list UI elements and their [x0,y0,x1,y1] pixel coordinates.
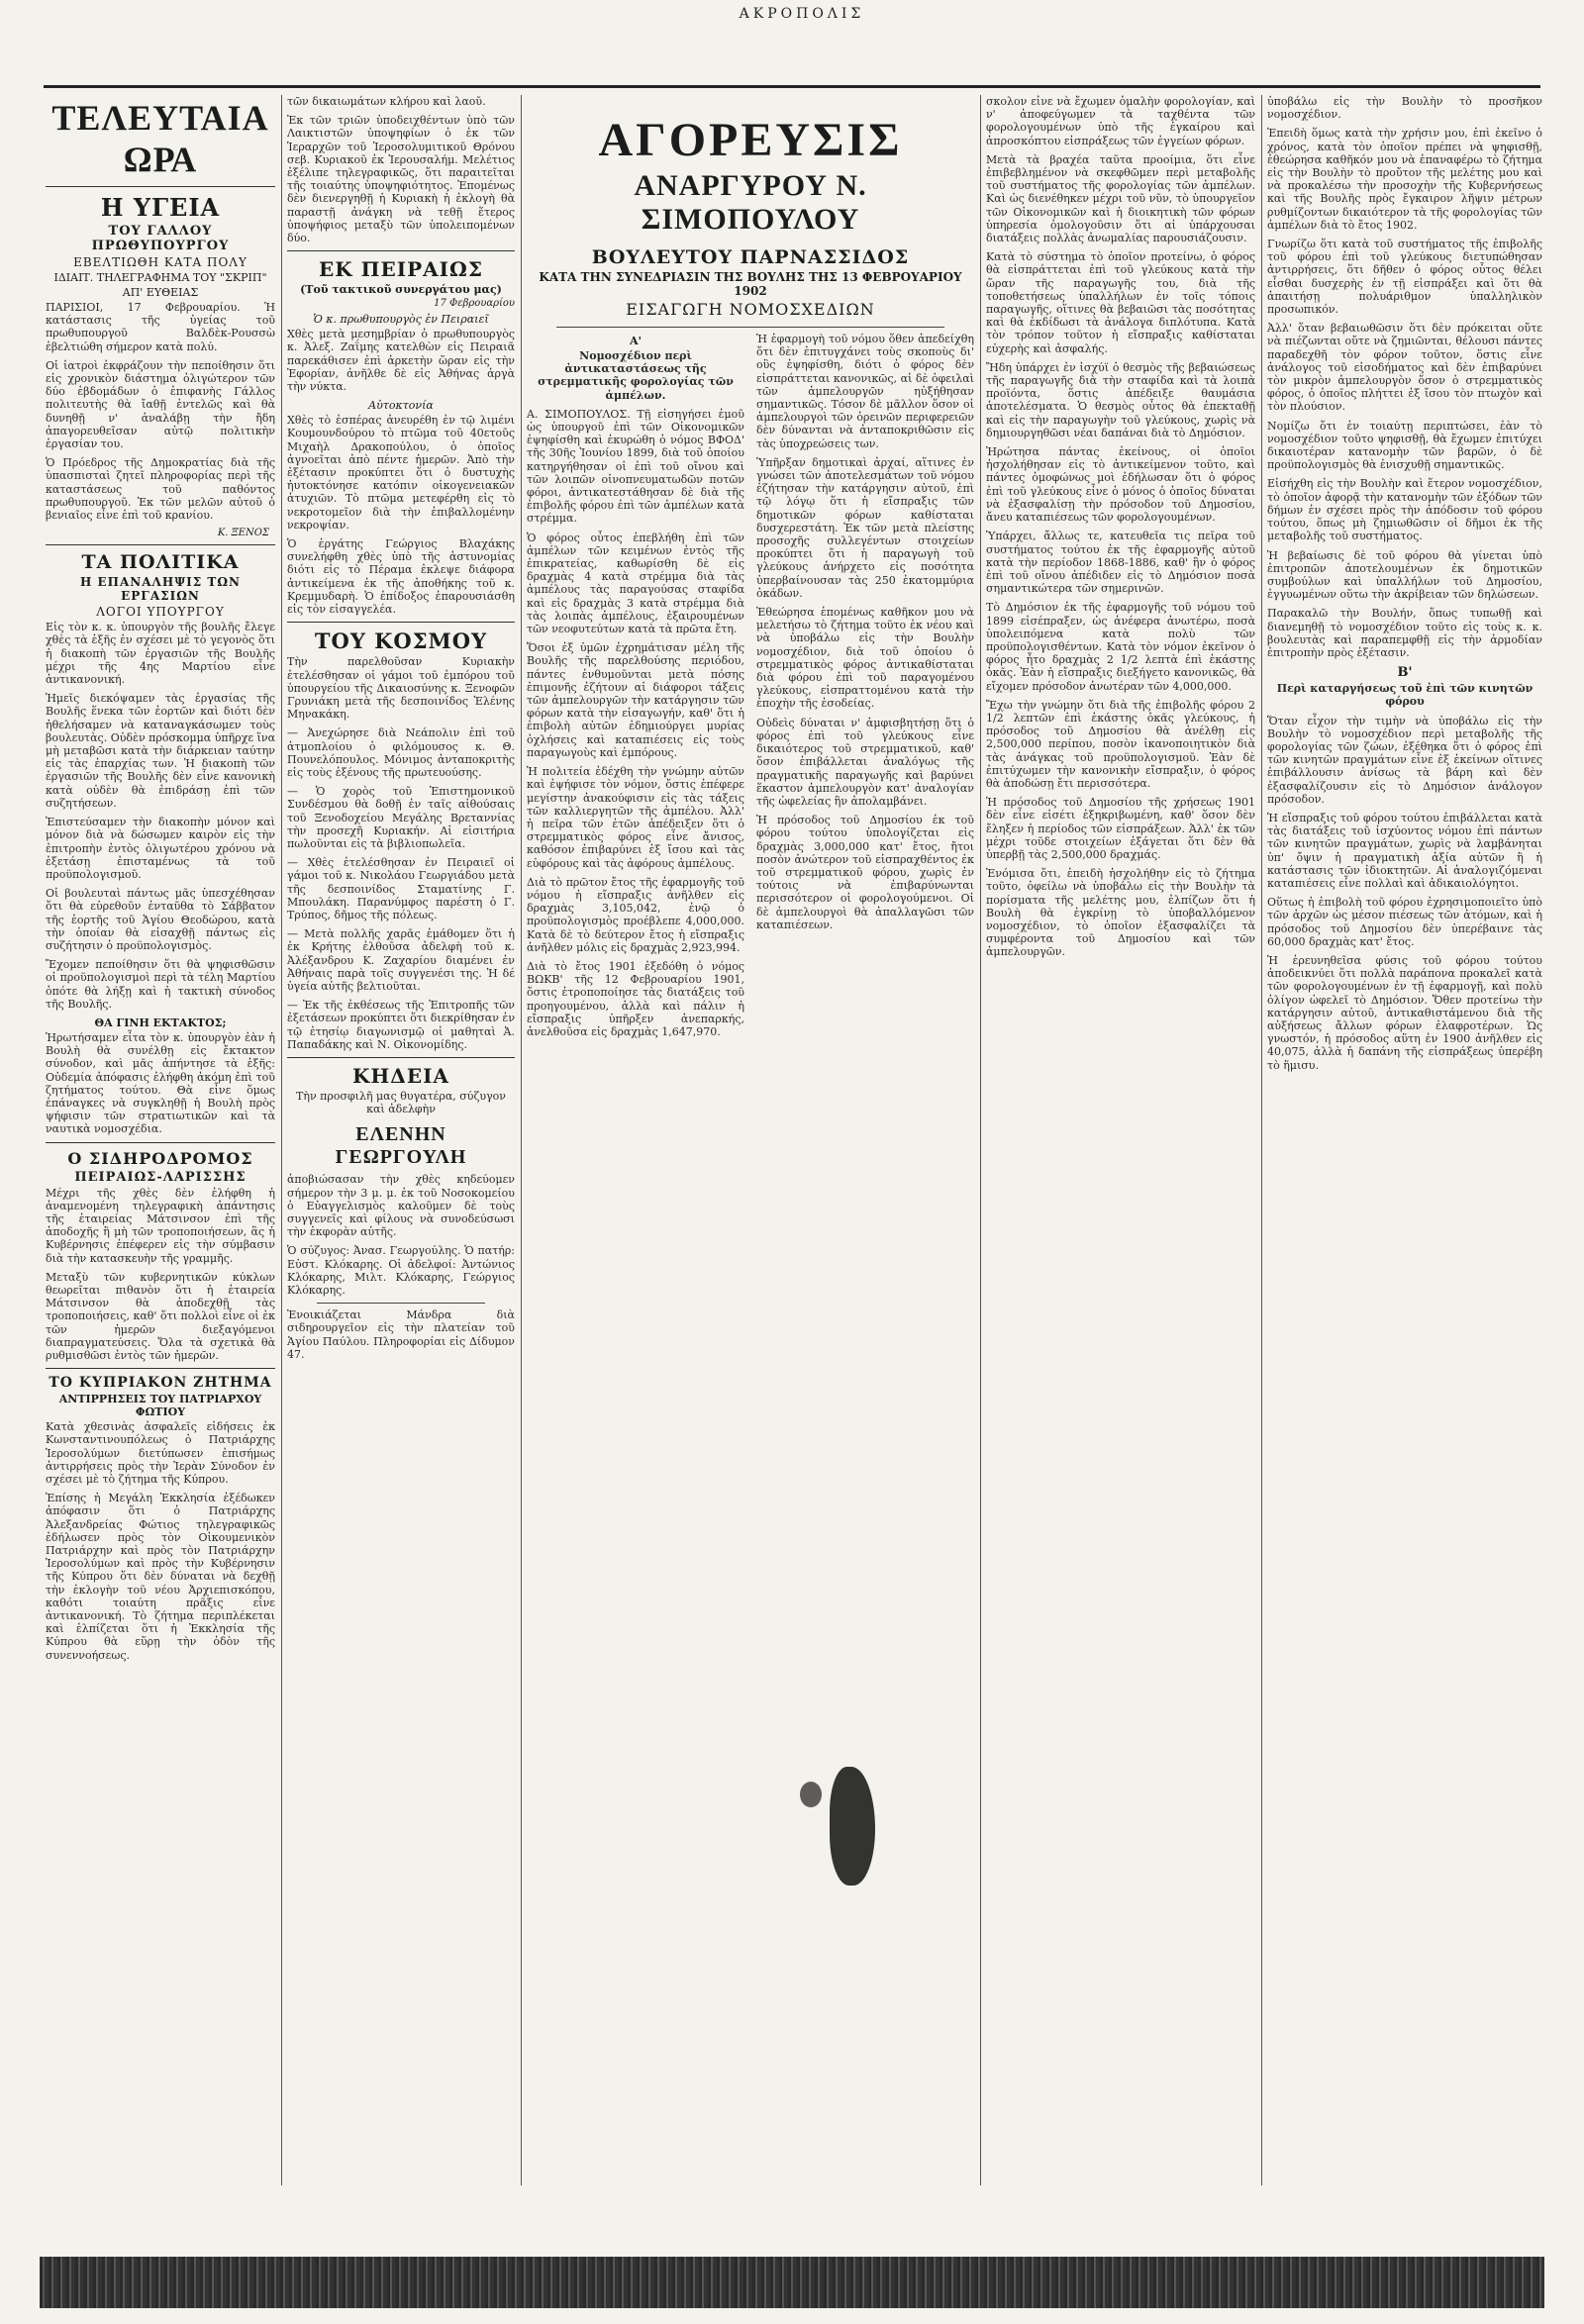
divider [317,1303,485,1304]
article-paragraph: Ἐπιστεύσαμεν τὴν διακοπὴν μόνον καὶ μόνον διὰ νὰ δώσωμεν καιρὸν εἰς τὴν ἐπιτροπὴν ἐντὸς ὀλιγωτέρου χρόνου νὰ ἐξετάσῃ ἐπισταμένως τὰ τοῦ προϋπολογισμοῦ. [46,816,275,881]
column-piraeus-society [287,95,515,2284]
speech-subcolumn-right [756,333,974,1044]
article-paragraph: Διὰ τὸ πρῶτον ἔτος τῆς ἐφαρμογῆς τοῦ νόμου ἡ εἴσπραξις ἀνῆλθεν εἰς δραχμὰς 3,105,042, ἐνῷ ὁ προϋπολογισμὸς προέβλεπε 4,000,000. Κατὰ δὲ τὸ δεύτερον ἔτος ἡ εἴσπραξις ἀνῆλθεν μόλις εἰς δραχμὰς 2,923,994. [527,875,744,954]
wire-credit-2: ΑΠ' ΕΥΘΕΙΑΣ [122,286,199,299]
article-paragraph: — Χθὲς ἐτελέσθησαν ἐν Πειραιεῖ οἱ γάμοι τοῦ κ. Νικολάου Γεωργιάδου μετὰ τῆς δεσποινίδος Σταματίνης Γ. Μπουλάκη. Παρανύμφος παρέστη ὁ Γ. Τρύπος, δῆμος τῆς πόλεως. [287,856,515,921]
headline-piraeus: ΕΚ ΠΕΙΡΑΙΩΣ [319,257,483,282]
article-paragraph: Κατὰ τὸ σύστημα τὸ ὁποῖον προτείνω, ὁ φόρος θὰ εἰσπράττεται ἐπὶ τοῦ γλεύκους κατὰ τὴν ὥραν τῆς παραγωγῆς του, διὰ τῆς τοποθετήσεως ὑπαλλήλων ἐν τοῖς τόποις παραγωγῆς, οἵτινες θὰ βεβαιῶσι τὰς ποσότητας καὶ θὰ ἐκδίδωσι τὰ ἀνάλογα διπλότυπα. Κατὰ τὸν τρόπον τοῦτον ἡ εἴσπραξις καθίσταται εὐχερὴς καὶ ἀσφαλής. [986,250,1255,355]
article-paragraph: Ἐθεώρησα ἑπομένως καθῆκον μου νὰ μελετήσω τὸ ζήτημα τοῦτο ἐκ νέου καὶ νὰ ὑποβάλω εἰς τὴν Βουλὴν νομοσχέδιον, διὰ τοῦ ὁποίου ὁ στρεμματικὸς φόρος ἀντικαθίσταται διὰ φόρου ἐπὶ τοῦ παραγομένου γλεύκους, εἰσπραττομένου κατὰ τὴν ἐποχὴν τῆς ἐσοδείας. [756,606,974,711]
column-speech [527,95,974,2284]
scan-edge-band [40,2257,1544,2308]
article-paragraph: Γνωρίζω ὅτι κατὰ τοῦ συστήματος τῆς ἐπιβολῆς τοῦ φόρου ἐπὶ τοῦ γλεύκους διετυπώθησαν ἀντιρρήσεις, ὅτι δῆθεν ὁ φόρος οὗτος θέλει εἶσθαι δυσχερὴς ἐν τῇ εἰσπράξει καὶ ὅτι θὰ ἀπαιτήσῃ πολυάριθμον ὑπαλληλικὸν προσωπικόν. [1267,238,1542,317]
article-paragraph: — Ὁ χορὸς τοῦ Ἐπιστημονικοῦ Συνδέσμου θὰ δοθῇ ἐν ταῖς αἰθούσαις τοῦ Ξενοδοχείου Μεγάλης Βρεταννίας τὴν προσεχῆ Κυριακήν. Αἱ εἰσιτήρια πωλοῦνται εἰς τὰ βιβλιοπωλεῖα. [287,785,515,850]
subheadline-politics-2: ΛΟΓΟΙ ΥΠΟΥΡΓΟΥ [96,605,225,620]
divider [287,622,515,623]
article-paragraph: Ἡ ἐρευνηθεῖσα φύσις τοῦ φόρου τούτου ἀποδεικνύει ὅτι πολλὰ παράπονα προκαλεῖ κατὰ τῶν φορολογουμένων ἐν τῇ ἐφαρμογῇ, καὶ πολὺ ὀλίγον ὠφελεῖ τὸ Δημόσιον. Ὅθεν προτείνω τὴν κατάργησιν αὐτοῦ, ἀντικαθιστάμενου διὰ τῆς αὐξήσεως ἄλλων φόρων ἐλαφροτέρων. Ὡς γνωστόν, ἡ πρόσοδος αὕτη ἐν 1900 ἀνῆλθεν εἰς 40,075, ἀλλὰ ἡ δαπάνη τῆς εἰσπράξεως ὑπερέβη τὸ ἥμισυ. [1267,953,1542,1072]
divider [46,544,275,545]
column-latest-hour [46,95,275,2284]
funeral-name: ΕΛΕΝΗΝ ΓΕΩΡΓΟΥΛΗ [335,1123,467,1169]
article-paragraph: Οὐδεὶς δύναται ν' ἀμφισβητήσῃ ὅτι ὁ φόρος ἐπὶ τοῦ γλεύκους εἶνε δικαιότερος τοῦ στρεμματικοῦ, καθ' ὅσον ἐπιβάλλεται ἀναλόγως τῆς πραγματικῆς παραγωγῆς καὶ βαρύνει ἕκαστον ἀμπελουργὸν κατ' ἀναλογίαν τῆς ὠφελείας ἣν ἀπολαμβάνει. [756,716,974,808]
subheadline-railway: ΠΕΙΡΑΙΩΣ-ΛΑΡΙΣΣΗΣ [74,1169,247,1185]
article-paragraph: Ἀλλ' ὅταν βεβαιωθῶσιν ὅτι δὲν πρόκειται οὔτε νὰ πιέζωνται οὔτε νὰ ζημιῶνται, θέλουσι πάντες παραδεχθῆ τὸν φόρον τοῦτον, ὅστις εἶνε ἀνάλογος τοῦ εἰσοδήματος καὶ δὲν ἐπιβαρύνει τὸν μικρὸν ἀμπελουργὸν ὅσον ὁ στρεμματικὸς φόρος, ὁ ὁποῖος πλήττει ἐξ ἴσου τὸν πτωχὸν καὶ τὸν πλούσιον. [1267,322,1542,414]
headline-society: ΤΟΥ ΚΟΣΜΟΥ [314,629,488,654]
article-paragraph: Ἔχομεν πεποίθησιν ὅτι θὰ ψηφισθῶσιν οἱ προϋπολογισμοὶ περὶ τὰ τέλη Μαρτίου ὁπότε θὰ λήξῃ καὶ ἡ τακτικὴ σύνοδος τῆς Βουλῆς. [46,958,275,1011]
column-rule [281,95,282,2185]
article-paragraph: Οἱ βουλευταὶ πάντως μᾶς ὑπεσχέθησαν ὅτι θὰ εὑρεθοῦν ἐνταῦθα τὸ Σάββατον τῆς ἑορτῆς τοῦ Ἁγίου Θεοδώρου, κατὰ τὴν ὁποίαν θὰ εἰσαχθῇ πάντως εἰς συζήτησιν ὁ προϋπολογισμὸς. [46,887,275,952]
article-paragraph: Ἠρωτήσαμεν εἶτα τὸν κ. ὑπουργὸν ἐὰν ἡ Βουλὴ θὰ συνέλθῃ εἰς ἔκτακτον σύνοδον, καὶ μᾶς ἀπήντησε τὰ ἑξῆς: Οὐδεμία ἀπόφασις ἐλήφθη ἀκόμη ἐπὶ τοῦ ζητήματος τούτου. Θὰ εἶνε ὅμως ἐπάναγκες νὰ συγκληθῇ ἡ Βουλὴ πρὸς ψήφισιν τῶν στρατιωτικῶν καὶ τὰ ναυτικὰ νομοσχέδια. [46,1030,275,1136]
byline: Κ. ΞΕΝΟΣ [217,528,269,539]
divider [287,1057,515,1058]
column-rule [1261,95,1262,2185]
top-rule [44,85,1540,88]
headline-health: Η ΥΓΕΙΑ [100,193,221,222]
article-paragraph: Ἡ πρόσοδος τοῦ Δημοσίου τῆς χρήσεως 1901 δὲν εἶνε εἰσέτι ἐξηκριβωμένη, καθ' ὅσον δὲν ἔληξεν ἡ περίοδος τῶν εἰσπράξεων. Ἀλλ' ἐκ τῶν μέχρι τοῦδε στοιχείων ἐξάγεται ὅτι δὲν θὰ ὑπερβῇ τὰς 2,500,000 δραχμάς. [986,796,1255,861]
article-paragraph: Μέχρι τῆς χθὲς δὲν ἐλήφθη ἡ ἀναμενομένη τηλεγραφικὴ ἀπάντησις τῆς ἑταιρείας Μάτσινσον ἐπὶ τῆς ἀποδοχῆς ἢ μὴ τῶν τροποποιήσεων, ἃς ἡ Κυβέρνησις ἐπέφερεν εἰς τὴν σύμβασιν διὰ τὴν κατασκευὴν τῆς γραμμῆς. [46,1186,275,1265]
article-paragraph: Ὁ Πρόεδρος τῆς Δημοκρατίας διὰ τῆς ὑπασπισταὶ ζητεῖ πληροφορίας περὶ τῆς καταστάσεως τοῦ παθόντος πρωθυπουργοῦ. Ἐκ τῶν μελῶν αὐτοῦ ὁ βενιαῖος εἶνε ἐπὶ τοῦ κρανίου. [46,456,275,523]
article-paragraph: Ἤδη ὑπάρχει ἐν ἰσχύϊ ὁ θεσμὸς τῆς βεβαιώσεως τῆς παραγωγῆς διὰ τὴν σταφίδα καὶ τὰ λοιπὰ προϊόντα, ὅστις ἀπέδειξε θαυμάσια ἀποτελέσματα. Ὁ θεσμὸς οὗτος θὰ ἐπεκταθῇ καὶ εἰς τὴν παραγωγὴν τοῦ γλεύκους, χωρὶς νὰ δημιουργηθῶσι νέαι δαπάναι διὰ τὸ Δημόσιον. [986,360,1255,439]
article-paragraph: Χθὲς τὸ ἑσπέρας ἀνευρέθη ἐν τῷ λιμένι Κουμουνδούρου τὸ πτῶμα τοῦ 40ετοῦς Μιχαὴλ Δρακοπούλου, ὁ ὁποῖος ἀγνοεῖται ἀπὸ πέντε ἡμερῶν. Ἀπὸ τὴν ἐξέτασιν προκύπτει ὅτι ὁ δυστυχὴς ἠυτοκτόνησε κατόπιν οἰκογενειακῶν ἀτυχιῶν. Τὸ πτῶμα μετεφέρθη εἰς τὸ νεκροτομεῖον διὰ τὴν ἐπιβαλλομένην νεκροψίαν. [287,414,515,532]
ink-stain [800,1782,822,1807]
funeral-text: ἀποβιώσασαν τὴν χθὲς κηδεύομεν σήμερον τὴν 3 μ. μ. ἐκ τοῦ Νοσοκομείου ὁ Εὐαγγελισμὸς καλοῦμεν δὲ τοὺς συγγενεῖς καὶ φίλους νὰ συνοδεύσωσι τὴν ἐκφορὰν αὐτῆς. [287,1173,515,1239]
subheadline-politics: Η ΕΠΑΝΑΛΗΨΙΣ ΤΩΝ ΕΡΓΑΣΙΩΝ [79,575,242,604]
article-paragraph: Ἡ βεβαίωσις δὲ τοῦ φόρου θὰ γίνεται ὑπὸ ἐπιτροπῶν ἀποτελουμένων ἐκ δημοτικῶν συμβούλων καὶ ὑπαλλήλων τοῦ Δημοσίου, ἐγγυωμένων οὕτω τὴν ἀκρίβειαν τῶν δηλώσεων. [1267,548,1542,602]
article-paragraph: Ὁ ἐργάτης Γεώργιος Βλαχάκης συνελήφθη χθὲς ὑπὸ τῆς ἀστυνομίας διότι εἰς τὸ Πέραμα ἐκλεψε διάφορα ἀντικείμενα ἐκ τῆς ἀποθήκης τοῦ κ. Κρεμμυδαρὴ. Ὁ ἐπίδοξος ἐπαρουσιάσθη εἰς τὸν εἰσαγγελέα. [287,537,515,617]
article-paragraph: Ἐκ τῶν τριῶν ὑποδειχθέντων ὑπὸ τῶν Λαικτιστῶν ὑποψηφίων ὁ ἐκ τῶν Ἱεραρχῶν τοῦ Ἱεροσολυμιτικοῦ Θρόνου σεβ. Κυριακοῦ ἐκ Ἱερουσαλήμ. Μελέτιος ἐξέλιπε τηλεγραφικῶς, ὅτι παραιτεῖται τῆς τοιαύτης ὑποψηφιότητος. Ἐπομένως δὲν διενεργηθῇ ἡ Κυριακὴ ἡ ἐκλογὴ θὰ παραστῇ ἀνάγκη νὰ τεθῇ ἕτερος ὑποψήφιος μεταξὺ τῶν ὑπολειπομένων δύο. [287,114,515,245]
headline-railway: Ο ΣΙΔΗΡΟΔΡΟΜΟΣ [67,1148,253,1168]
speech-subject: ΕΙΣΑΓΩΓΗ ΝΟΜΟΣΧΕΔΙΩΝ [626,300,875,319]
article-paragraph: Ὑπάρχει, ἄλλως τε, κατευθεῖα τις πεῖρα τοῦ συστήματος τούτου ἐκ τῆς ἐφαρμογῆς αὐτοῦ κατὰ τὴν περίοδον 1868-1886, καθ' ἣν ὁ φόρος ἐπὶ τοῦ οἴνου ἀπέδιδεν εἰς τὸ Δημόσιον ποσὰ σημαντικώτερα τῶν σημερινῶν. [986,530,1255,596]
article-paragraph: σκολον εἶνε νὰ ἔχωμεν ὁμαλὴν φορολογίαν, καὶ ν' ἀποφεύγωμεν τὰ ταχθέντα τῶν φορολογουμένων ὑπὸ τῆς ἐγκαίρου καὶ ἀπροσκόπτου εἰσπράξεως τῶν ἐγγείων φόρων. [986,95,1255,147]
article-paragraph: Ἐπίσης ἡ Μεγάλη Ἐκκλησία ἐξέδωκεν ἀπόφασιν ὅτι ὁ Πατριάρχης Ἀλεξανδρείας Φώτιος τηλεγραφικῶς ἐδήλωσεν πρὸς τὸν Οἰκουμενικὸν Πατριάρχην καὶ πρὸς τὸν Πατριάρχην Ἱεροσολύμων καὶ πρὸς τὴν Κυβέρνησιν τῆς Κύπρου ὅτι δὲν δύναται νὰ δεχθῇ τὴν ἐκλογὴν τοῦ νέου Ἀρχιεπισκόπου, καθότι τοιαύτη πρᾶξις εἶνε ἀντικανονική. Τὸ ζήτημα περιπλέκεται καὶ ἐλπίζεται ὅτι ἡ Ἐκκλησία τῆς Κύπρου θὰ εὕρῃ τὴν ὁδὸν τῆς συνεννοήσεως. [46,1492,275,1662]
article-paragraph: — Ἀνεχώρησε διὰ Νεάπολιν ἐπὶ τοῦ ἀτμοπλοίου ὁ φιλόμουσος κ. Θ. Πουνελόπουλος. Μόνιμος ἀνταποκριτὴς εἰς τοὺς ἐξένους τῆς πρωτευούσης. [287,726,515,779]
article-paragraph: Ἔχω τὴν γνώμην ὅτι διὰ τῆς ἐπιβολῆς φόρου 2 1/2 λεπτῶν ἐπὶ ἑκάστης ὀκᾶς γλεύκους, ἡ πρόσοδος τοῦ Δημοσίου θὰ ἀνέλθῃ εἰς 2,500,000 περίπου, ποσὸν ἱκανοποιητικὸν διὰ τὰς ἀνάγκας τοῦ προϋπολογισμοῦ. Ἐὰν δὲ ἐπιτύχωμεν τὴν κανονικὴν εἴσπραξιν, ὁ φόρος θὰ ἀποδώσῃ ἔτι περισσότερα. [986,698,1255,790]
article-paragraph: Τὴν παρελθοῦσαν Κυριακὴν ἐτελέσθησαν οἱ γάμοι τοῦ ἐμπόρου τοῦ ὑπουργείου τῆς Δικαιοσύνης κ. Ξενοφῶν Γρυνιάκη μετὰ τῆς δεσποινίδος Ἑλένης Μηνακάκη. [287,655,515,722]
subheadline-piraeus: (Τοῦ τακτικοῦ συνεργάτου μας) [300,283,502,297]
article-paragraph: Παρακαλῶ τὴν Βουλήν, ὅπως τυπωθῇ καὶ διανεμηθῇ τὸ νομοσχέδιον τοῦτο εἰς τοὺς κ. κ. βουλευτὰς καὶ παραπεμφθῇ εἰς τὴν ἁρμοδίαν ἐπιτροπὴν πρὸς ἐξέτασιν. [1267,607,1542,659]
speech-subcolumn-left [527,333,744,1044]
wire-credit: ΙΔΙΑΙΤ. ΤΗΛΕΓΡΑΦΗΜΑ ΤΟΥ "ΣΚΡΙΠ" [53,271,267,284]
section-heading: Περὶ καταργήσεως τοῦ ἐπὶ τῶν κινητῶν φόρου [1276,682,1534,709]
section-marker: Β' [1397,665,1413,681]
article-paragraph: ΠΑΡΙΣΙΟΙ, 17 Φεβρουαρίου. Ἡ κατάστασις τῆς ὑγείας τοῦ πρωθυπουργοῦ Βαλδὲκ-Ρουσσὼ ἐβελτιώθη σήμερον κατὰ πολύ. [46,301,275,353]
article-paragraph: Ὅταν εἶχον τὴν τιμὴν νὰ ὑποβάλω εἰς τὴν Βουλὴν τὸ νομοσχέδιον περὶ μεταβολῆς τῆς φορολογίας τῶν ζώων, ἐξέθηκα ὅτι ὁ φόρος ἐπὶ τῶν κινητῶν πραγμάτων εἶνε ἐξ ἐκείνων οἵτινες ἐπιβάλλουσιν ἀνίσως τὰ βάρη καὶ δὲν ἐξασφαλίζουσιν εἰς τὸ Δημόσιον ἀνάλογον πρόσοδον. [1267,714,1542,806]
article-paragraph: Μεταξὺ τῶν κυβερνητικῶν κύκλων θεωρεῖται πιθανὸν ὅτι ἡ ἑταιρεία Μάτσινσον θὰ ἀποδεχθῇ τὰς τροποποιήσεις, καθ' ὅτι πολλοὶ εἶνε οἱ ἐκ τῶν ἡμερῶν διεξαγόμενοι διαπραγματεύσεις. Ὅλα τὰ σχετικὰ θὰ ρυθμισθῶσι ἐντὸς τῶν ἡμερῶν. [46,1270,275,1362]
article-paragraph: — Μετὰ πολλῆς χαρᾶς ἐμάθομεν ὅτι ἡ ἐκ Κρήτης ἐλθοῦσα ἀδελφὴ τοῦ κ. Ἀλέξανδρου Κ. Ζαχαρίου διαμένει ἐν Ἀθήναις παρὰ τοῖς συγγενέσι της. Ἡ δέ ὑγεία αὐτῆς βελτιοῦται. [287,927,515,993]
funeral-text: Τὴν προσφιλῆ μας θυγατέρα, σύζυγον καὶ ἀδελφὴν [296,1089,506,1116]
headline-politics: ΤΑ ΠΟΛΙΤΙΚΑ [81,551,240,574]
article-paragraph: — Ἐκ τῆς ἐκθέσεως τῆς Ἐπιτροπῆς τῶν ἐξετάσεων προκύπτει ὅτι διεκρίθησαν ἐν τῷ ἐτησίῳ διαγωνισμῷ οἱ μαθηταὶ Ἀ. Παπαδάκης καὶ Ν. Οἰκονομίδης. [287,999,515,1051]
article-paragraph: Οἱ ἰατροὶ ἐκφράζουν τὴν πεποίθησιν ὅτι εἰς χρονικὸν διάστημα ὀλιγώτερον τῶν δύο ἑβδομάδων ὁ ἐπιφανὴς Γάλλος πολιτευτὴς θὰ ἴαθῇ ἐντελῶς καὶ θὰ δυνηθῇ ν' ἀναλάβῃ τὴν ἤδη ἀπαγορευθεῖσαν αὐτῷ πολιτικὴν ἐργασίαν του. [46,358,275,451]
subheadline-cyprus: ΑΝΤΙΡΡΗΣΕΙΣ ΤΟΥ ΠΑΤΡΙΑΡΧΟΥ ΦΩΤΙΟΥ [58,1393,262,1419]
speech-session: ΚΑΤΑ ΤΗΝ ΣΥΝΕΔΡΙΑΣΙΝ ΤΗΣ ΒΟΥΛΗΣ ΤΗΣ 13 ΦΕΒΡΟΥΑΡΙΟΥ 1902 [539,270,962,298]
article-paragraph: Διὰ τὸ ἔτος 1901 ἐξεδόθη ὁ νόμος ΒΩΚΒ' τῆς 12 Φεβρουαρίου 1901, ὅστις ἐτροποποίησε τὰς διατάξεις τοῦ προηγουμένου, ἀλλὰ καὶ πάλιν ἡ εἴσπραξις ὑπῆρξεν ἀνεπαρκής, ἀνελθοῦσα εἰς δραχμὰς 1,647,970. [527,959,744,1038]
speech-body [527,333,974,1044]
article-paragraph: Εἰσήχθη εἰς τὴν Βουλὴν καὶ ἕτερον νομοσχέδιον, τὸ ὁποῖον ἀφορᾷ τὴν κατανομὴν τῶν ἐξόδων τῶν δήμων ἐν σχέσει πρὸς τὴν ἀπόδοσιν τοῦ φόρου τούτου, ὅπως μὴ ζημιωθῶσιν οἱ δῆμοι ἐκ τῆς μεταβολῆς τοῦ συστήματος. [1267,477,1542,543]
article-paragraph: Ἐνόμισα ὅτι, ἐπειδὴ ἠσχολήθην εἰς τὸ ζήτημα τοῦτο, ὀφείλω νὰ ὑποβάλω εἰς τὴν Βουλὴν τὰ πορίσματα τῆς μελέτης μου, ἐλπίζων ὅτι ἡ Βουλὴ θὰ ἐγκρίνῃ τὸ ὑποβαλλόμενον νομοσχέδιον, τὸ ὁποῖον ἐξασφαλίζει τὰ συμφέροντα τοῦ Δημοσίου καὶ τῶν ἀμπελουργῶν. [986,867,1255,959]
column-speech-cont-2 [1267,95,1542,2284]
article-paragraph: Νομίζω ὅτι ἐν τοιαύτῃ περιπτώσει, ἐὰν τὸ νομοσχέδιον τοῦτο ψηφισθῇ, θὰ ἔχωμεν ἐπιτύχει δικαιοτέραν κατανομὴν τῶν βαρῶν, ὁ δὲ προϋπολογισμὸς θὰ ἐνισχυθῇ σημαντικῶς. [1267,419,1542,472]
column-rule [521,95,522,2185]
classified-ad: Ἐνοικιάζεται Μάνδρα διὰ σιδηρουργεῖον εἰς τὴν πλατείαν τοῦ Ἁγίου Παύλου. Πληροφορίαι εἰς Δίδυμον 47. [287,1308,515,1361]
article-paragraph: Μετὰ τὰ βραχέα ταῦτα προοίμια, ὅτι εἶνε ἐπιβεβλημένον νὰ σκεφθῶμεν περὶ μεταβολῆς τοῦ συστήματος τῆς φορολογίας τῶν ἀμπέλων. Καὶ ὡς διενέθηκεν μέχρι τοῦ νῦν, τὸ ὑπουργεῖον τῶν Οἰκονομικῶν καὶ ἡ διοικητικὴ τῶν φόρων ὑπηρεσία ὁμολογοῦσιν ὅτι αἱ ὑπάρχουσαι διατάξεις πολλὰς ἀνωμαλίας παρουσιάζουσιν. [986,152,1255,245]
headline-cyprus: ΤΟ ΚΥΠΡΙΑΚΟΝ ΖΗΤΗΜΑ [49,1375,272,1392]
subheadline-health-2: ΕΒΕΛΤΙΩΘΗ ΚΑΤΑ ΠΟΛΥ [73,255,248,269]
article-paragraph: Οὕτως ἡ ἐπιβολὴ τοῦ φόρου ἐχρησιμοποιεῖτο ὑπὸ τῶν ἀρχῶν ὡς μέσον πιέσεως τῶν ἀτόμων, καὶ ἡ πρόσοδος τοῦ Δημοσίου δὲν ὑπερέβαινε τὰς 60,000 δραχμὰς κατ' ἔτος. [1267,896,1542,948]
section-heading: Νομοσχέδιον περὶ ἀντικαταστάσεως τῆς στρεμματικῆς φορολογίας τῶν ἀμπέλων. [538,349,734,402]
article-paragraph: Α. ΣΙΜΟΠΟΥΛΟΣ. Τῇ εἰσηγήσει ἐμοῦ ὡς ὑπουργοῦ ἐπὶ τῶν Οἰκονομικῶν ἐψηφίσθη καὶ ἐκυρώθη ὁ νόμος ΒΦΟΔ' τῆς 30ῆς Ἰουνίου 1899, διὰ τοῦ ὁποίου κατηργήθησαν οἱ ἐπὶ τοῦ οἴνου καὶ τῶν λοιπῶν οἰνοπνευματωδῶν ποτῶν φόροι, ἀντικατεστάθησαν δὲ διὰ τῆς ἐπιβολῆς φόρου ἐπὶ τῶν ἀμπέλων κατὰ στρέμμα. [527,407,744,526]
ink-stain [830,1767,875,1886]
article-subhead: Αὐτοκτονία [368,399,434,413]
subheadline-extraordinary: ΘΑ ΓΙΝΗ ΕΚΤΑΚΤΟΣ; [94,1016,227,1029]
article-paragraph: Εἰς τὸν κ. κ. ὑπουργὸν τῆς βουλῆς ἔλεγε χθὲς τὰ ἑξῆς ἐν σχέσει μὲ τὸ γεγονὸς ὅτι ἡ διακοπὴ τῶν ἐργασιῶν τῆς Βουλῆς μέχρι τῆς 4ης Μαρτίου εἶνε ἀντικανονική. [46,621,275,687]
article-paragraph: Ἠρώτησα πάντας ἐκείνους, οἱ ὁποῖοι ἠσχολήθησαν εἰς τὸ ἀντικείμενον τοῦτο, καὶ πάντες ὁμοφώνως μοὶ ἐδήλωσαν ὅτι ὁ φόρος ἐπὶ τοῦ γλεύκους εἶνε ὁ μόνος ὁ ὁποῖος δύναται νὰ ἐξασφαλίσῃ τὴν πρόσοδον τοῦ Δημοσίου, ἄνευ καταπιέσεως τῶν φορολογουμένων. [986,445,1255,525]
article-paragraph: Ἡ πρόσοδος τοῦ Δημοσίου ἐκ τοῦ φόρου τούτου ὑπολογίζεται εἰς δραχμὰς 3,000,000 κατ' ἔτος, ἤτοι ποσὸν ἀνώτερον τοῦ εἰσπραχθέντος ἐκ τοῦ στρεμματικοῦ φόρου, χωρὶς ἐν τούτοις νὰ ἐπιβαρύνωνται περισσότερον οἱ φορολογούμενοι. Οἱ δὲ ἀμπελουργοὶ θὰ ἀπαλλαγῶσι τῶν καταπιέσεων. [756,814,974,931]
section-title-latest-hour: ΤΕΛΕΥΤΑΙΑ ΩΡΑ [51,98,269,179]
divider [46,1368,275,1369]
article-paragraph: τῶν δικαιωμάτων κλήρου καὶ λαοῦ. [287,95,486,108]
divider [287,250,515,251]
divider [46,186,275,187]
article-paragraph: Ὁ φόρος οὗτος ἐπεβλήθη ἐπὶ τῶν ἀμπέλων τῶν κειμένων ἐντὸς τῆς ἐπικρατείας, καθωρίσθη δὲ εἰς δραχμὰς 4 κατὰ στρέμμα διὰ τὰς ἀμπέλους τὰς παραγούσας σταφίδα καὶ εἰς δραχμὰς 3 κατὰ στρέμμα διὰ τὰς λοιπὰς ἀμπέλους, ἐξαιρουμένων τῶν νεοφυτεύτων κατὰ τὰ πρῶτα ἔτη. [527,531,744,636]
section-marker: Α' [630,335,642,347]
article-paragraph: Ὅσοι ἐξ ὑμῶν ἐχρημάτισαν μέλη τῆς Βουλῆς τῆς παρελθούσης περιόδου, πάντες ἐνθυμοῦνται μετὰ πόσης ἐπιμονῆς ἐζήτουν αἱ διάφοροι τάξεις τῶν ἀμπελουργῶν τὴν κατάργησιν τῶν φόρων κατὰ τὴν εἰσαγωγήν, καθ' ὅτι ἡ ἐπιβολὴ αὐτῶν ἐδημιούργει μυρίας ὀχλήσεις καὶ καταπιέσεις εἰς τοὺς παραγωγοὺς καὶ ἐμπόρους. [527,641,744,759]
article-paragraph: Ἐπειδὴ ὅμως κατὰ τὴν χρήσιν μου, ἐπὶ ἐκεῖνο ὁ χρόνος, κατὰ τὸν ὁποῖον πρέπει νὰ ψηφισθῇ, ἐθεώρησα καθῆκόν μου νὰ ἐπαναφέρω τὸ ζήτημα εἰς τὴν Βουλὴν τὸ προὔτον τῆς μελέτης μου καὶ νὰ προκαλέσω τὴν προσοχὴν τῆς Κυβερνήσεως καὶ τῆς Βουλῆς πρὸς ἔγκαιρον λῆψιν μέτρων ρυθμίζοντων δικαιότερον τὰ τῆς φορολογίας τῶν ἀμπέλων διὰ τὸ ἔτος 1902. [1267,127,1542,232]
subheadline-health: ΤΟΥ ΓΑΛΛΟΥ ΠΡΩΘΥΠΟΥΡΓΟΥ [91,224,230,253]
column-rule [980,95,981,2185]
divider [46,1142,275,1143]
article-paragraph: Ἡ πολιτεία ἐδέχθη τὴν γνώμην αὐτῶν καὶ ἐψήφισε τὸν νόμον, ὅστις ἐπέφερε μεγίστην ἀνακούφισιν εἰς τὰς τάξεις τῶν καλλιεργητῶν τῆς ἀμπέλου. Ἀλλ' ἡ πεῖρα τῶν ἐτῶν ἀπέδειξεν ὅτι ὁ στρεμματικὸς φόρος εἶνε ἄνισος, καθόσον ἐπιβαρύνει ἐξ ἴσου καὶ τὰς εὐφόρους καὶ τὰς ἀφόρους ἀμπέλους. [527,765,744,870]
article-subhead: Ὁ κ. πρωθυπουργὸς ἐν Πειραιεῖ [313,313,489,327]
article-paragraph: Ἡ ἐφαρμογὴ τοῦ νόμου ὅθεν ἀπεδείχθη ὅτι δὲν ἐπιτυγχάνει τοὺς σκοποὺς δι' οὓς ἐψηφίσθη, διότι ὁ φόρος δὲν εἰσπράττεται κανονικῶς, αἱ δὲ ὀφειλαὶ τῶν ἀμπελουργῶν ηὐξήθησαν σημαντικῶς. Τόσον δὲ μᾶλλον ὅσον οἱ ἀμπελουργοὶ τῶν ὀρεινῶν περιφερειῶν δὲν δύνανται νὰ ἀνταποκριθῶσιν εἰς τὰς ὑποχρεώσεις των. [756,333,974,450]
article-paragraph: Τὸ Δημόσιον ἐκ τῆς ἐφαρμογῆς τοῦ νόμου τοῦ 1899 εἰσέπραξεν, ὡς ἀνέφερα ἀνωτέρω, ποσὰ ὑπολειπόμενα κατὰ πολὺ τῶν προϋπολογισθέντων. Κατὰ τὸν νόμον ἐκεῖνον ὁ φόρος ἦτο δραχμὰς 2 1/2 λεπτὰ ἐπὶ ἑκάστης ὀκᾶς. Ἐὰν ἡ εἴσπραξις διεξήγετο κανονικῶς, θὰ εἴχομεν πρόσοδον ἀνωτέραν τῶν 4,000,000. [986,601,1255,693]
masthead-fragment: ΑΚΡΟΠΟΛΙΣ [739,6,865,22]
article-paragraph: Ὑπῆρξαν δημοτικαὶ ἀρχαί, αἵτινες ἐν γνώσει τῶν ἀποτελεσμάτων τοῦ νόμου ἐζήτησαν τὴν κατάργησιν αὐτοῦ, ἐπὶ τῷ λόγῳ ὅτι ἡ εἴσπραξις τῶν δημοτικῶν φόρων καθίσταται δυσχερεστάτη. Ἐκ τῶν μετὰ πλείστης προσοχῆς συλλεγέντων στοιχείων προκύπτει ὅτι ἡ παραγωγὴ τοῦ γλεύκους ἀνήρχετο εἰς ποσότητα ὑπερβαίνουσαν τὰς 250 ἑκατομμύρια ὀκάδων. [756,455,974,600]
column-speech-cont [986,95,1255,2284]
article-paragraph: ὑποβάλω εἰς τὴν Βουλὴν τὸ προσῆκον νομοσχέδιον. [1267,95,1542,122]
article-paragraph: Ἡμεῖς διεκόψαμεν τὰς ἐργασίας τῆς Βουλῆς ἕνεκα τῶν ἑορτῶν καὶ διότι δὲν ἠθελήσαμεν νὰ καταναγκάσωμεν τοὺς βουλευτὰς. Οὐδὲν πρόσκομμα ὑπῆρχε ἵνα μὴ μεταβῶσι κατὰ τὴν διάρκειαν ταύτην εἰς τὰς ἐπαρχίας των. Ἡ διακοπὴ τῶν ἐργασιῶν τῆς Βουλῆς δὲν εἶνε κανονικὴ κατὰ οὐδὲν θὰ ἐπιδράσῃ ἐπὶ τῶν συζητήσεων. [46,692,275,810]
article-paragraph: Χθὲς μετὰ μεσημβρίαν ὁ πρωθυπουργὸς κ. Ἀλεξ. Ζαΐμης κατελθὼν εἰς Πειραιᾶ παρεκάθισεν ἐπὶ ἀρκετὴν ὥραν εἰς τὴν Ἐφορίαν, ἀνῆλθε δὲ εἰς Ἀθήνας ἀργὰ τὴν νύκτα. [287,328,515,394]
article-paragraph: Κατὰ χθεσινὰς ἀσφαλεῖς εἰδήσεις ἐκ Κωνσταντινουπόλεως ὁ Πατριάρχης Ἱεροσολύμων διετύπωσεν ἐπισήμως ἀντιρρήσεις πρὸς τὴν Ἱερὰν Σύνοδον ἐν σχέσει μὲ τὸ ζήτημα τῆς Κύπρου. [46,1420,275,1487]
speech-title: ΑΓΟΡΕΥΣΙΣ [598,114,903,166]
funeral-signatories: Ὁ σύζυγος: Ἀνασ. Γεωργούλης. Ὁ πατήρ: Εὐστ. Κλόκαρης. Οἱ ἀδελφοί: Ἀντώνιος Κλόκαρης, Μιλτ. Κλόκαρης, Γεώργιος Κλόκαρης. [287,1244,515,1298]
speech-speaker: ΑΝΑΡΓΥΡΟΥ Ν. ΣΙΜΟΠΟΥΛΟΥ [634,169,867,236]
speech-role: ΒΟΥΛΕΥΤΟΥ ΠΑΡΝΑΣΣΙΔΟΣ [591,246,910,268]
divider [556,327,944,328]
article-paragraph: Ἡ εἴσπραξις τοῦ φόρου τούτου ἐπιβάλλεται κατὰ τὰς διατάξεις τοῦ ἰσχύοντος νόμου ἐπὶ πάντων τῶν κινητῶν πραγμάτων, χωρὶς νὰ λαμβάνηται ὑπ' ὄψιν ἡ πραγματικὴ ἀξία αὐτῶν ἢ ἡ κατάστασις τῶν ἰδιοκτητῶν. Αἱ ἀναλογιζόμεναι καταπιέσεις εἶνε πολλαὶ καὶ ἀδικαιολόγητοι. [1267,811,1542,890]
dateline: 17 Φεβρουαρίου [434,298,515,310]
headline-funeral: ΚΗΔΕΙΑ [352,1063,449,1088]
